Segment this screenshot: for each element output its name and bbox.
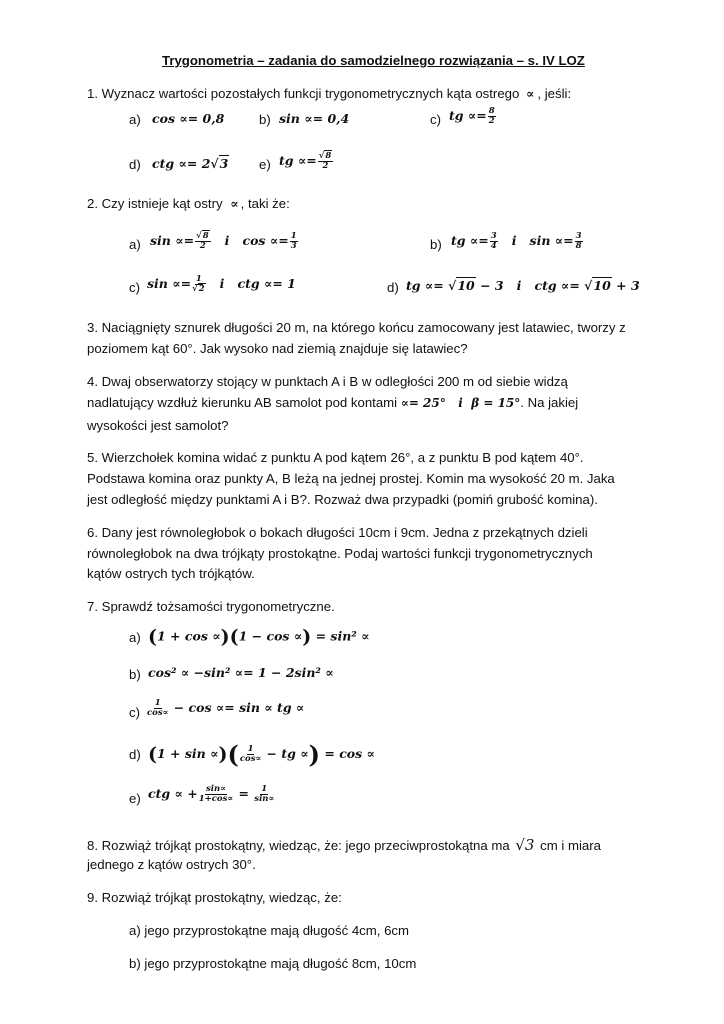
task-1-text: 1. Wyznacz wartości pozostałych funkcji trygonometrycznych kąta ostrego ∝ , jeśli: — [87, 86, 572, 101]
task-7e-formula: ctg ∝ + $\frac{\sin\propto}{1+\cos\propto}$ = $\frac{1}{\sin\propto}$ — [148, 784, 275, 804]
task-5-line-3: jest odległość między punktami A i B?. Rozważ dwa przypadki (pomiń grubość komina). — [87, 492, 598, 507]
page-title: Trygonometria – zadania do samodzielnego rozwiązania – s. IV LOZ — [162, 53, 585, 68]
task-6-line-2: równoległobok na dwa trójkąty prostokątne. Podaj wartości funkcji trygonometrycznych — [87, 546, 593, 561]
task-6-line-3: kątów ostrych tych trójkątów. — [87, 566, 255, 581]
task-3-line-2: poziomem kąt 60°. Jak wysoko nad ziemią znajduje się latawiec? — [87, 341, 468, 356]
task-2-text: 2. Czy istnieje kąt ostry ∝ , taki że: — [87, 196, 290, 211]
task-1b: b) — [259, 112, 271, 127]
task-1c: c) — [430, 112, 441, 127]
task-1e-formula: tg ∝= $\frac{√8}{2}$ — [279, 151, 332, 171]
task-7d-formula: (1 + sin ∝)( $\frac{1}{\cos\propto}$ − tg ∝) = cos ∝ — [148, 740, 375, 769]
task-1d-formula: ctg ∝= 2√3 — [152, 156, 229, 171]
task-1b-formula: sin ∝= 0,4 — [279, 111, 350, 126]
task-2b-formula: tg ∝= $\frac{3}{4}$ i sin ∝= $\frac{3}{8}$ — [451, 231, 582, 251]
task-2a-formula: sin ∝= $\frac{√8}{2}$ i cos ∝= $\frac{1}{3}$ — [150, 231, 297, 251]
task-2d-formula: tg ∝= √10 − 3 i ctg ∝= √10 + 3 — [406, 278, 640, 293]
task-2c-formula: sin ∝= $\frac{1}{√2}$ i ctg ∝= 1 — [147, 274, 296, 294]
task-8-line-1: 8. Rozwiąż trójkąt prostokątny, wiedząc, że: jego przeciwprostokątna ma √3 cm i miara — [87, 836, 601, 854]
task-9b: b) jego przyprostokątne mają długość 8cm, 10cm — [129, 956, 417, 971]
task-8-line-2: jednego z kątów ostrych 30°. — [87, 857, 256, 872]
task-1e: e) — [259, 157, 271, 172]
task-2a: a) — [129, 237, 141, 252]
task-9-text: 9. Rozwiąż trójkąt prostokątny, wiedząc, że: — [87, 890, 342, 905]
task-2d: d) — [387, 280, 399, 295]
task-7e: e) — [129, 791, 141, 806]
task-2c: c) — [129, 280, 140, 295]
task-7d: d) — [129, 747, 141, 762]
task-7a-formula: (1 + cos ∝)(1 − cos ∝) = sin² ∝ — [148, 626, 370, 648]
task-5-line-2: Podstawa komina oraz punkty A, B leżą na jednej prostej. Komin ma wysokość 20 m. Jaka — [87, 471, 615, 486]
task-7b: b) — [129, 667, 141, 682]
task-1a-formula: cos ∝= 0,8 — [152, 111, 225, 126]
task-7b-formula: cos² ∝ −sin² ∝= 1 − 2sin² ∝ — [148, 665, 334, 680]
task-9a: a) jego przyprostokątne mają długość 4cm, 6cm — [129, 923, 409, 938]
task-3-line-1: 3. Naciągnięty sznurek długości 20 m, na którego końcu zamocowany jest latawiec, tworzy z — [87, 320, 626, 335]
task-4-line-1: 4. Dwaj obserwatorzy stojący w punktach A i B w odległości 200 m od siebie widzą — [87, 374, 568, 389]
task-5-line-1: 5. Wierzchołek komina widać z punktu A pod kątem 26°, a z punktu B pod kątem 40°. — [87, 450, 584, 465]
task-2b: b) — [430, 237, 442, 252]
task-7-text: 7. Sprawdź tożsamości trygonometryczne. — [87, 599, 335, 614]
task-4-line-2: nadlatujący wzdłuż kierunku AB samolot pod kontami ∝= 25° i β = 15°. Na jakiej — [87, 395, 579, 410]
task-7a: a) — [129, 630, 141, 645]
task-4-line-3: wysokości jest samolot? — [87, 418, 229, 433]
task-1a: a) — [129, 112, 141, 127]
task-1d: d) — [129, 157, 141, 172]
task-7c-formula: $\frac{1}{\cos\propto}$ − cos ∝= sin ∝ tg ∝ — [147, 698, 305, 718]
task-1c-formula: tg ∝= $\frac{8}{2}$ — [449, 106, 495, 126]
task-6-line-1: 6. Dany jest równoległobok o bokach długości 10cm i 9cm. Jedna z przekątnych dzieli — [87, 525, 588, 540]
task-7c: c) — [129, 705, 140, 720]
